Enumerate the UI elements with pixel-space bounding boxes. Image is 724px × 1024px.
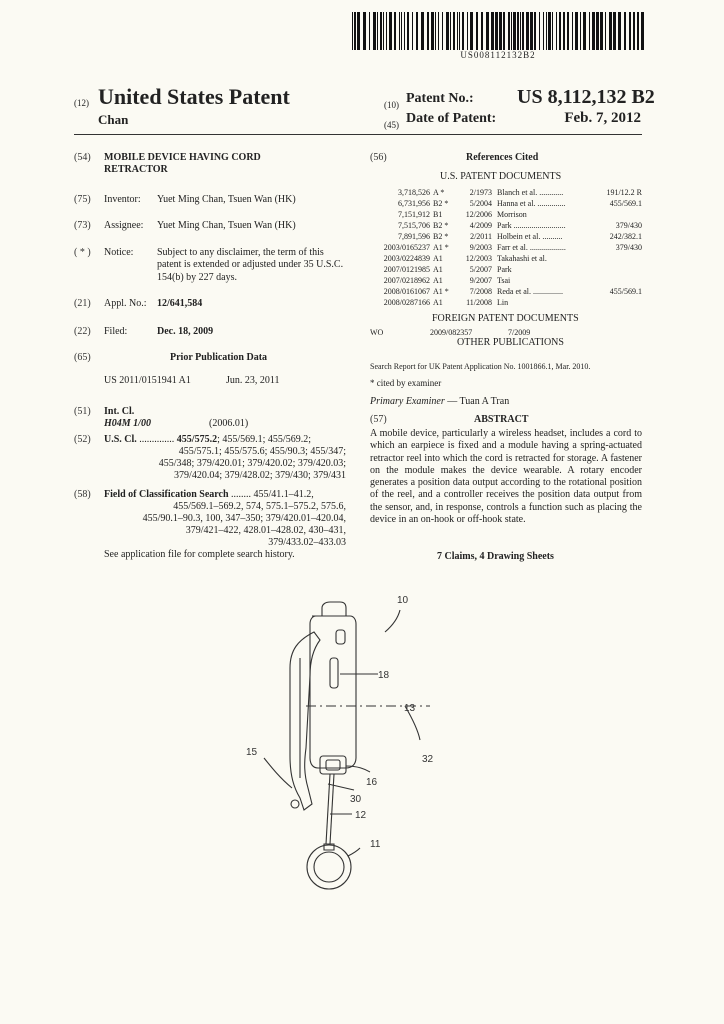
- reference-kind: B2 *: [433, 232, 449, 241]
- barcode-bar: [495, 12, 498, 50]
- reference-name: Takahashi et al.: [497, 254, 547, 263]
- title-code: (12): [74, 98, 89, 108]
- reference-name: Hanna et al. ..............: [497, 199, 566, 208]
- barcode-bar: [552, 12, 553, 50]
- reference-name: Morrison: [497, 210, 527, 219]
- barcode-bar: [383, 12, 384, 50]
- header-inventor: Chan: [98, 112, 129, 127]
- notice-text: Subject to any disclaimer, the term of this patent is extended or adjusted under 35 U.S.C. 154(b) by 227 days.: [157, 247, 344, 283]
- field-search-line5: 379/433.02–433.03: [268, 537, 346, 548]
- reference-date: 7/2008: [469, 287, 492, 296]
- reference-date: 9/2007: [469, 276, 492, 285]
- us-cl-line3: 455/348; 379/420.01; 379/420.02; 379/420.03;: [158, 458, 346, 469]
- barcode-bar: [467, 12, 468, 50]
- clip-outline: [290, 632, 320, 810]
- barcode-bar: [522, 12, 524, 50]
- barcode-bar: [575, 12, 578, 50]
- reference-date: 12/2006: [465, 210, 492, 219]
- barcode-bar: [556, 12, 557, 50]
- barcode-bar: [481, 12, 483, 50]
- field-search-line4: 379/421–422, 428.01–428.02, 430–431,: [185, 525, 346, 536]
- barcode-bar: [442, 12, 443, 50]
- reference-number: 6,731,956: [398, 199, 430, 208]
- barcode-bar: [517, 12, 519, 50]
- reference-kind: A1: [433, 298, 443, 307]
- patent-drawing-figure: [220, 588, 520, 918]
- leader-11: [348, 848, 360, 856]
- reference-name: Park ..........................: [497, 221, 566, 230]
- barcode-bar: [511, 12, 512, 50]
- foreign-number: 2009/082357: [430, 328, 473, 337]
- barcode-bar: [526, 12, 529, 50]
- barcode-bar: [567, 12, 569, 50]
- assignee-label: Assignee:: [104, 220, 144, 231]
- barcode-bar: [530, 12, 533, 50]
- primary-examiner: Primary Examiner — Tuan A Tran: [370, 396, 510, 407]
- reference-name: Reda et al. ...............: [497, 287, 563, 296]
- references-heading: References Cited: [466, 152, 539, 163]
- filed-date: Dec. 18, 2009: [157, 326, 214, 337]
- barcode-bar: [539, 12, 540, 50]
- barcode-bar: [389, 12, 392, 50]
- barcode-bar: [416, 12, 418, 50]
- barcode-bar: [394, 12, 396, 50]
- barcode-bar: [548, 12, 551, 50]
- filed-label: Filed:: [104, 326, 128, 337]
- reference-number: 2008/0161067: [383, 287, 430, 296]
- code-51: (51): [74, 406, 91, 417]
- reference-date: 4/2009: [469, 221, 492, 230]
- barcode-bar: [380, 12, 382, 50]
- cited-by-examiner-note: * cited by examiner: [370, 378, 442, 388]
- reference-kind: B1: [433, 210, 443, 219]
- barcode-bar: [534, 12, 536, 50]
- field-search-line3: 455/90.1–90.3, 100, 347–350; 379/420.01–420.04,: [142, 513, 346, 524]
- barcode-bar: [589, 12, 590, 50]
- reference-number: 3,718,526: [398, 188, 430, 197]
- abstract-text: A mobile device, particularly a wireless headset, includes a cord to which an earpiece is fixed and a module having a spring-actuated retractor reel into which the cord is retracted for storage. A fastener on the module makes the device wearable. A rotary encoder generates a position data output according to the rotational position of the reel, and a controller receives the position data output from the sensor, and, in response, controls a function such as placing the device in an on-hook or off-hook state.: [370, 428, 642, 526]
- reference-name: Park: [497, 265, 512, 274]
- clip-pivot: [291, 800, 299, 808]
- reference-row: [370, 231, 642, 242]
- barcode-bar: [363, 12, 366, 50]
- code-54: (54): [74, 152, 91, 163]
- reference-date: 2/1973: [469, 188, 492, 197]
- code-notice: ( * ): [74, 247, 91, 258]
- barcode-bar: [618, 12, 621, 50]
- code-56: (56): [370, 152, 387, 163]
- reference-row: [370, 297, 642, 308]
- barcode-bar: [559, 12, 561, 50]
- date-code: (45): [384, 120, 399, 130]
- barcode-bar: [470, 12, 473, 50]
- barcode-bar: [624, 12, 626, 50]
- barcode-bar: [404, 12, 405, 50]
- reference-class: 455/569.1: [609, 199, 642, 208]
- barcode-bar: [546, 12, 547, 50]
- reference-class: 455/569.1: [609, 287, 642, 296]
- barcode-bar: [583, 12, 586, 50]
- patent-date: Feb. 7, 2012: [564, 110, 641, 126]
- reference-row: [370, 209, 642, 220]
- barcode-bar: [605, 12, 606, 50]
- reference-number: 7,515,706: [398, 221, 430, 230]
- reference-kind: A1: [433, 254, 443, 263]
- code-65: (65): [74, 352, 91, 363]
- barcode-bar: [629, 12, 631, 50]
- ref-label-15: 15: [246, 747, 258, 758]
- reference-kind: A *: [433, 188, 445, 197]
- reference-name: Holbein et al. ..........: [497, 232, 563, 241]
- barcode-bar: [377, 12, 378, 50]
- barcode-bar: [453, 12, 455, 50]
- us-cl-line1: U.S. Cl. .............. 455/575.2; 455/569.1; 455/569.2;: [104, 434, 311, 445]
- barcode-bar: [412, 12, 413, 50]
- invention-title-line1: MOBILE DEVICE HAVING CORD: [104, 152, 261, 163]
- other-publications-heading: OTHER PUBLICATIONS: [457, 337, 564, 348]
- barcode-bar: [563, 12, 565, 50]
- earpiece-ring-inner: [314, 852, 344, 882]
- reference-row: [370, 275, 642, 286]
- field-search-note: See application file for complete search history.: [104, 549, 295, 560]
- barcode-bar: [543, 12, 544, 50]
- us-patent-documents-heading: U.S. PATENT DOCUMENTS: [440, 171, 562, 182]
- us-cl-line2: 455/575.1; 455/575.6; 455/90.3; 455/347;: [178, 446, 346, 457]
- barcode-bar: [641, 12, 644, 50]
- reference-date: 9/2003: [469, 243, 492, 252]
- prior-publication-heading: Prior Publication Data: [170, 352, 268, 363]
- barcode-bar: [596, 12, 599, 50]
- foreign-date: 7/2009: [508, 328, 531, 337]
- barcode-bar: [572, 12, 573, 50]
- field-search-line1: Field of Classification Search ........ 455/41.1–41.2,: [104, 489, 314, 500]
- barcode-bar: [508, 12, 510, 50]
- barcode-bar: [637, 12, 639, 50]
- reference-row: [370, 220, 642, 231]
- ref-label-13: 13: [404, 703, 416, 714]
- reference-date: 2/2011: [470, 232, 492, 241]
- code-75: (75): [74, 194, 91, 205]
- barcode-bar: [357, 12, 360, 50]
- reference-number: 2007/0218962: [383, 276, 430, 285]
- barcode-bar: [421, 12, 424, 50]
- barcode-bar: [446, 12, 449, 50]
- invention-title-line2: RETRACTOR: [104, 164, 168, 175]
- barcode-bar: [386, 12, 387, 50]
- ref-label-32: 32: [422, 754, 434, 765]
- reference-number: 2008/0287166: [383, 298, 430, 307]
- reference-number: 2007/0121985: [383, 265, 430, 274]
- barcode-bar: [352, 12, 353, 50]
- reference-date: 12/2003: [465, 254, 492, 263]
- patent-number: US 8,112,132 B2: [517, 86, 655, 108]
- barcode-bar: [499, 12, 502, 50]
- barcode-bar: [435, 12, 436, 50]
- reference-class: 379/430: [615, 221, 642, 230]
- barcode-bar: [373, 12, 376, 50]
- reference-row: [370, 253, 642, 264]
- patent-no-label: Patent No.:: [406, 91, 474, 106]
- barcode-bar: [354, 12, 356, 50]
- prior-publication-date: Jun. 23, 2011: [226, 375, 280, 386]
- earpiece-slot-top: [336, 630, 345, 644]
- barcode-bar: [592, 12, 595, 50]
- reference-row: [370, 187, 642, 198]
- barcode-bar: [431, 12, 434, 50]
- reference-kind: A1: [433, 265, 443, 274]
- barcode-bar: [520, 12, 521, 50]
- inventor-value: Yuet Ming Chan, Tsuen Wan (HK): [157, 194, 296, 205]
- inventor-label: Inventor:: [104, 194, 141, 205]
- code-73: (73): [74, 220, 91, 231]
- reference-date: 11/2008: [466, 298, 492, 307]
- barcode-bar: [491, 12, 494, 50]
- code-57: (57): [370, 414, 387, 425]
- reference-number: 2003/0224839: [383, 254, 430, 263]
- barcode-bar: [609, 12, 612, 50]
- claims-and-sheets: 7 Claims, 4 Drawing Sheets: [437, 551, 554, 562]
- assignee-value: Yuet Ming Chan, Tsuen Wan (HK): [157, 220, 296, 231]
- ref-label-30: 30: [350, 794, 362, 805]
- barcode-bar: [580, 12, 581, 50]
- barcode-bar: [462, 12, 464, 50]
- code-52: (52): [74, 434, 91, 445]
- foreign-patent-heading: FOREIGN PATENT DOCUMENTS: [432, 313, 579, 324]
- reference-kind: A1 *: [433, 287, 449, 296]
- module-slot: [330, 658, 338, 688]
- int-cl-year: (2006.01): [209, 418, 249, 429]
- barcode-bar: [613, 12, 616, 50]
- field-search-line2: 455/569.1–569.2, 574, 575.1–575.2, 575.6,: [173, 501, 346, 512]
- barcode-bar: [401, 12, 402, 50]
- int-cl-label: Int. Cl.: [104, 406, 135, 417]
- barcode-bar: [457, 12, 458, 50]
- reference-name: Tsai: [497, 276, 511, 285]
- reference-name: Farr et al. ..................: [497, 243, 566, 252]
- code-22: (22): [74, 326, 91, 337]
- ref-label-16: 16: [366, 777, 378, 788]
- prior-publication-number: US 2011/0151941 A1: [104, 375, 191, 386]
- reference-number: 7,151,912: [398, 210, 430, 219]
- barcode-number: US008112132B2: [460, 50, 536, 60]
- leader-30: [328, 784, 354, 790]
- reference-kind: B2 *: [433, 199, 449, 208]
- header-divider: [74, 134, 642, 135]
- reference-class: 191/12.2 R: [606, 188, 642, 197]
- leader-15: [264, 758, 292, 788]
- ref-label-18: 18: [378, 670, 390, 681]
- ref-label-10: 10: [397, 595, 409, 606]
- code-21: (21): [74, 298, 91, 309]
- foreign-country: WO: [370, 328, 384, 337]
- barcode-bar: [438, 12, 439, 50]
- barcode-bar: [513, 12, 516, 50]
- reference-row: [370, 264, 642, 275]
- int-cl-class: H04M 1/00: [104, 418, 151, 429]
- reference-name: Lin: [497, 298, 509, 307]
- reference-class: 379/430: [615, 243, 642, 252]
- barcode-bar: [503, 12, 505, 50]
- barcode-bar: [633, 12, 635, 50]
- reference-number: 2003/0165237: [383, 243, 430, 252]
- barcode-bar: [399, 12, 400, 50]
- reference-kind: B2 *: [433, 221, 449, 230]
- barcode-bar: [427, 12, 429, 50]
- reference-name: Blanch et al. ............: [497, 188, 564, 197]
- barcode-bar: [476, 12, 478, 50]
- document-title: United States Patent: [98, 84, 290, 109]
- reference-class: 242/382.1: [609, 232, 642, 241]
- barcode-bar: [600, 12, 603, 50]
- ref-label-11: 11: [370, 839, 381, 850]
- barcode-bar: [486, 12, 489, 50]
- reference-kind: A1: [433, 276, 443, 285]
- module-top-button: [322, 602, 346, 616]
- module-body: [310, 616, 356, 768]
- reference-row: [370, 242, 642, 253]
- barcode-bar: [407, 12, 409, 50]
- appl-number: 12/641,584: [157, 298, 203, 309]
- cord-exit-housing: [320, 756, 346, 774]
- barcode-bar: [369, 12, 370, 50]
- abstract-heading: ABSTRACT: [474, 414, 529, 425]
- other-publication-text: Search Report for UK Patent Application No. 1001866.1, Mar. 2010.: [370, 362, 591, 371]
- notice-label: Notice:: [104, 247, 134, 258]
- code-58: (58): [74, 489, 91, 500]
- date-label: Date of Patent:: [406, 111, 497, 126]
- appl-label: Appl. No.:: [104, 298, 147, 309]
- barcode-bar: [450, 12, 451, 50]
- leader-10: [385, 610, 400, 632]
- reference-kind: A1 *: [433, 243, 449, 252]
- reference-row: [370, 198, 642, 209]
- barcode-bar: [459, 12, 460, 50]
- ref-label-12: 12: [355, 810, 367, 821]
- us-cl-line4: 379/420.04; 379/428.02; 379/430; 379/431: [174, 470, 346, 481]
- barcode: [352, 12, 644, 50]
- reference-date: 5/2007: [469, 265, 492, 274]
- reference-number: 7,891,596: [398, 232, 430, 241]
- reference-date: 5/2004: [469, 199, 492, 208]
- patent-no-code: (10): [384, 100, 399, 110]
- reference-row: [370, 286, 642, 297]
